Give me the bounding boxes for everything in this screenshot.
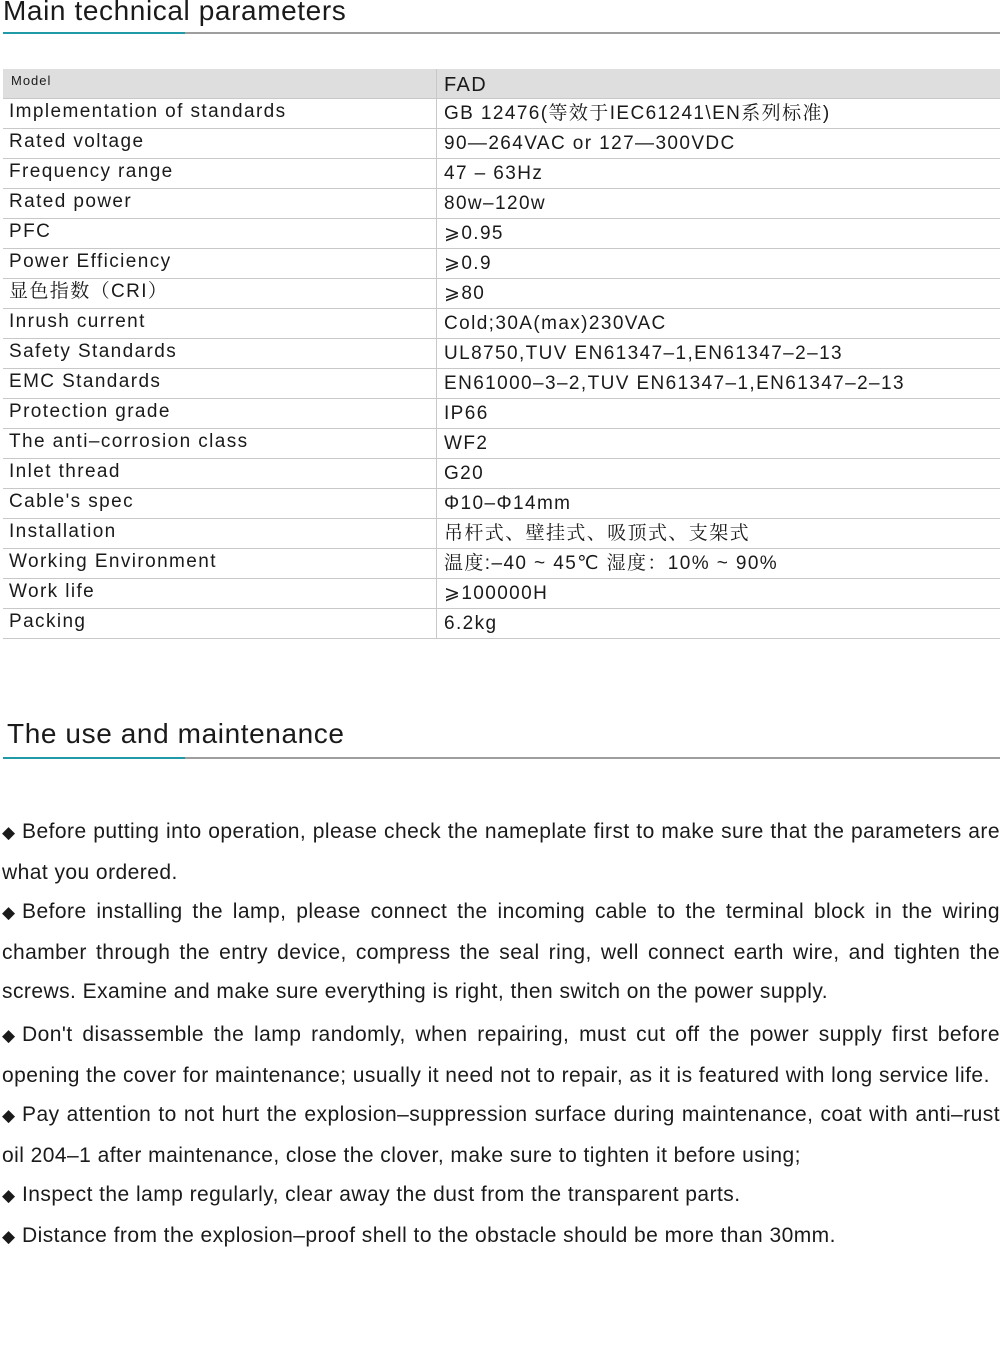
spec-value: ⩾100000H <box>444 583 549 604</box>
list-item <box>0 892 1000 1012</box>
spec-value: ⩾0.95 <box>444 223 504 244</box>
spec-value: ⩾80 <box>444 283 486 304</box>
table-row <box>3 459 1000 489</box>
spec-label: PFC <box>3 219 437 248</box>
maintenance-text: Distance from the explosion–proof shell to the obstacle should be more than 30mm. <box>22 1223 836 1247</box>
table-row <box>3 519 1000 549</box>
table-row <box>3 129 1000 159</box>
table-row <box>3 489 1000 519</box>
table-row <box>3 369 1000 399</box>
table-row <box>3 549 1000 579</box>
diamond-bullet-icon: ◆ <box>2 1226 16 1246</box>
maintenance-text: Before installing the lamp, please connect the incoming cable to the terminal block in the wiring chamber through the entry device, compress the seal ring, well connect earth wire, and tighten the screws. Examine and make sure everything is right, then switch on the power supply. <box>2 900 1000 1004</box>
spec-table <box>3 69 1000 639</box>
spec-header-label: Model <box>3 69 437 98</box>
spec-value: 温度:–40 ~ 45℃ 湿度：10% ~ 90% <box>444 553 779 574</box>
spec-label: 显色指数（CRI） <box>3 279 437 308</box>
table-row <box>3 609 1000 639</box>
spec-value: Φ10–Φ14mm <box>444 493 572 514</box>
spec-value: 90—264VAC or 127—300VDC <box>444 133 736 154</box>
spec-label: Inlet thread <box>3 459 437 488</box>
table-row <box>3 309 1000 339</box>
spec-value: G20 <box>444 463 485 484</box>
spec-value: WF2 <box>444 433 489 454</box>
spec-label: Installation <box>3 519 437 548</box>
diamond-bullet-icon: ◆ <box>2 1186 16 1206</box>
spec-label: Protection grade <box>3 399 437 428</box>
spec-label: Implementation of standards <box>3 99 437 128</box>
spec-label: Working Environment <box>3 549 437 578</box>
table-row <box>3 189 1000 219</box>
table-row <box>3 429 1000 459</box>
maintenance-title-rule <box>3 757 1000 759</box>
spec-value: 6.2kg <box>444 613 498 634</box>
spec-label: Frequency range <box>3 159 437 188</box>
parameters-title-rule <box>3 32 1000 34</box>
spec-label: The anti–corrosion class <box>3 429 437 458</box>
table-row <box>3 99 1000 129</box>
maintenance-text: Pay attention to not hurt the explosion–suppression surface during maintenance, coat with anti–rust oil 204–1 after maintenance, close the clover, make sure to tighten it before using; <box>2 1103 1000 1167</box>
list-item <box>0 1095 1000 1175</box>
table-row <box>3 399 1000 429</box>
spec-label: Cable's spec <box>3 489 437 518</box>
spec-value: ⩾0.9 <box>444 253 492 274</box>
spec-label: Work life <box>3 579 437 608</box>
maintenance-text: Don't disassemble the lamp randomly, when repairing, must cut off the power supply first before opening the cover for maintenance; usually it need not to repair, as it is featured with long service life. <box>2 1022 1000 1087</box>
maintenance-text: Before putting into operation, please check the nameplate first to make sure that the parameters are what you ordered. <box>2 820 1000 884</box>
diamond-bullet-icon: ◆ <box>2 823 16 842</box>
spec-label: Rated voltage <box>3 129 437 158</box>
maintenance-text: Inspect the lamp regularly, clear away the dust from the transparent parts. <box>22 1183 741 1207</box>
spec-label: Inrush current <box>3 309 437 338</box>
spec-label: Rated power <box>3 189 437 218</box>
spec-table-header <box>3 69 1000 99</box>
spec-label: Power Efficiency <box>3 249 437 278</box>
list-item <box>0 1015 1000 1095</box>
maintenance-section-title: The use and maintenance <box>7 718 345 749</box>
table-row <box>3 249 1000 279</box>
diamond-bullet-icon: ◆ <box>2 903 16 923</box>
table-row <box>3 219 1000 249</box>
spec-label: EMC Standards <box>3 369 437 398</box>
spec-value: 80w–120w <box>444 193 547 214</box>
spec-label: Safety Standards <box>3 339 437 368</box>
spec-value: Cold;30A(max)230VAC <box>444 313 667 334</box>
table-row <box>3 579 1000 609</box>
diamond-bullet-icon: ◆ <box>2 1025 16 1045</box>
spec-value: EN61000–3–2,TUV EN61347–1,EN61347–2–13 <box>444 373 905 394</box>
spec-value: 吊杆式、壁挂式、吸顶式、支架式 <box>444 523 751 544</box>
list-item <box>0 812 1000 892</box>
spec-header-value: FAD <box>444 74 488 96</box>
list-item <box>0 1175 1000 1216</box>
spec-value: IP66 <box>444 403 489 424</box>
table-row <box>3 339 1000 369</box>
table-row <box>3 159 1000 189</box>
spec-value: 47 – 63Hz <box>444 163 544 184</box>
diamond-bullet-icon: ◆ <box>2 1106 16 1126</box>
spec-value: GB 12476(等效于IEC61241\EN系列标准) <box>444 103 831 124</box>
spec-label: Packing <box>3 609 437 638</box>
table-row <box>3 279 1000 309</box>
spec-value: UL8750,TUV EN61347–1,EN61347–2–13 <box>444 343 844 364</box>
maintenance-list <box>0 812 1000 1257</box>
list-item <box>0 1216 1000 1257</box>
parameters-section-title: Main technical parameters <box>3 0 347 26</box>
